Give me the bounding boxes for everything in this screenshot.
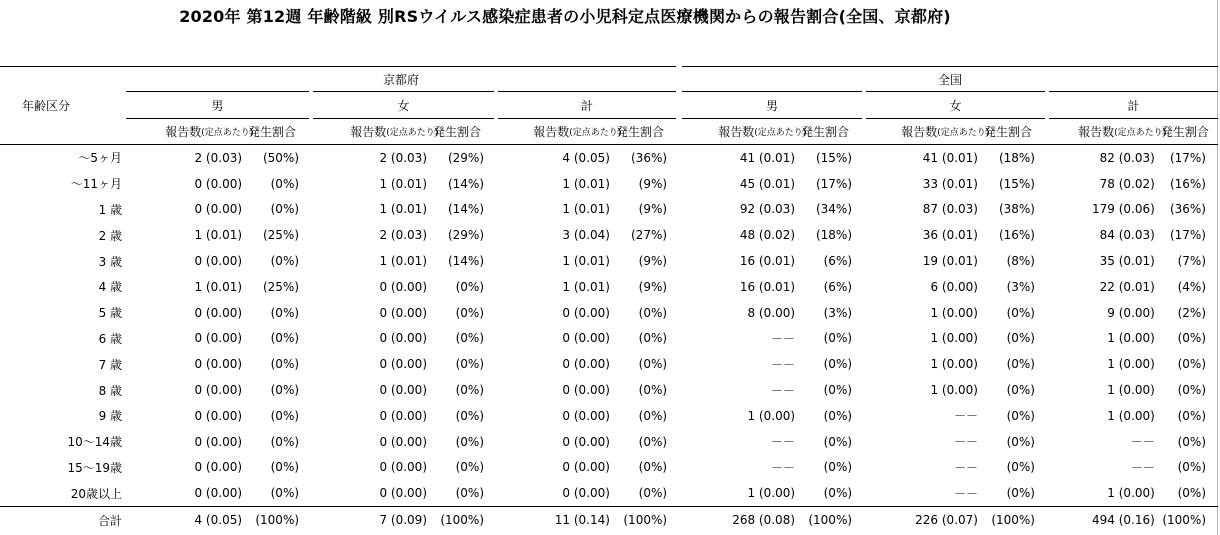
report-count-cell: 494 (0.16) [1047,507,1161,534]
ratio-cell: (0%) [638,305,668,320]
report-count-cell: 0 (0.00) [194,331,243,346]
ratio-cell: (38%) [998,202,1035,217]
ratio-cell: (9%) [638,254,668,269]
sex-female-kyoto: 女 [311,92,496,119]
region-kyoto: 京都府 [126,67,679,92]
table-row [0,455,1218,481]
count-header: 報告数 [533,125,570,139]
ratio-cell: (9%) [638,202,668,217]
ratio-cell: (0%) [455,408,485,423]
ratio-header: 発生割合 [801,125,850,139]
ratio-cell: (0%) [270,305,300,320]
table-row [0,429,1218,455]
age-column-header [0,67,126,145]
table-row [0,222,1218,248]
age-label: 15～19歳 [67,460,123,475]
report-count-cell: －－ [1130,435,1155,450]
sex-male-national: 男 [679,92,864,119]
report-count-cell: 4 (0.05) [126,507,248,534]
report-count-cell: 0 (0.00) [562,383,610,398]
report-count-cell: 78 (0.02) [1099,176,1155,191]
ratio-cell: (0%) [455,486,485,501]
report-count-cell: 1 (0.00) [1107,408,1155,423]
report-count-cell: －－ [953,460,978,475]
ratio-cell: (15%) [801,145,864,171]
ratio-cell: (4%) [1177,279,1206,294]
ratio-cell: (0%) [1006,434,1035,449]
ratio-cell: (0%) [1006,460,1035,475]
report-count-cell: 0 (0.00) [194,254,243,269]
ratio-cell: (0%) [823,357,853,372]
report-count-cell: 0 (0.00) [562,486,610,501]
ratio-cell: (17%) [815,176,853,191]
ratio-cell: (17%) [1161,145,1218,171]
report-count-cell: 0 (0.00) [562,305,610,320]
ratio-cell: (0%) [638,331,668,346]
report-count-cell: 41 (0.01) [679,145,801,171]
age-column-label: 年齢区分 [22,99,71,113]
report-count-cell: 1 (0.00) [930,305,978,320]
ratio-cell: (34%) [815,202,853,217]
report-count-cell: －－ [1130,460,1155,475]
table-row [0,300,1218,326]
report-count-cell: 0 (0.00) [194,383,243,398]
count-header: 報告数 [350,125,387,139]
per-site-header: (定点あたり) [754,128,807,138]
ratio-cell: (16%) [998,228,1035,243]
report-count-cell: 1 (0.01) [562,279,610,294]
report-count-cell: 19 (0.01) [922,254,978,269]
table-row [0,480,1218,506]
ratio-cell: (0%) [455,357,485,372]
ratio-cell: (0%) [1006,357,1035,372]
count-header: 報告数 [901,125,938,139]
ratio-cell: (0%) [1006,383,1035,398]
ratio-cell: (0%) [270,486,300,501]
count-header: 報告数 [1078,125,1115,139]
ratio-cell: (0%) [1177,383,1206,398]
report-count-cell: －－ [771,460,796,475]
report-table [0,66,1218,533]
ratio-cell: (0%) [638,486,668,501]
count-header: 報告数 [165,125,202,139]
ratio-cell: (0%) [1177,460,1206,475]
ratio-cell: (0%) [1177,486,1206,501]
sex-total-national: 計 [1047,92,1218,119]
report-count-cell: 1 (0.00) [747,408,796,423]
age-label: 6 歳 [98,331,123,346]
report-count-cell: 1 (0.00) [1107,357,1155,372]
table-row [0,248,1218,274]
ratio-cell: (0%) [823,331,853,346]
per-site-header: (定点あたり) [201,128,254,138]
age-label: 8 歳 [98,383,123,398]
ratio-cell: (0%) [638,408,668,423]
report-count-cell: 41 (0.01) [864,145,984,171]
ratio-cell: (100%) [616,507,679,534]
age-label: 9 歳 [98,409,123,424]
ratio-cell: (0%) [455,279,485,294]
region-header-row [0,67,1218,92]
ratio-cell: (14%) [447,176,485,191]
ratio-cell: (100%) [801,507,864,534]
ratio-cell: (0%) [823,434,853,449]
ratio-cell: (0%) [270,408,300,423]
count-header: 報告数 [718,125,755,139]
ratio-cell: (29%) [447,228,485,243]
ratio-cell: (0%) [638,434,668,449]
table-row [0,351,1218,377]
region-national: 全国 [679,67,1218,92]
table-row [0,403,1218,429]
report-count-cell: 0 (0.00) [379,434,427,449]
report-count-cell: 0 (0.00) [379,357,427,372]
ratio-header: 発生割合 [615,125,664,139]
ratio-cell: (27%) [631,228,668,243]
ratio-cell: (0%) [1177,434,1206,449]
report-count-cell: 1 (0.01) [379,202,427,217]
age-label: 1 歳 [98,202,123,217]
age-label: ～11ヶ月 [70,177,123,192]
ratio-cell: (0%) [270,383,300,398]
report-count-cell: 0 (0.00) [194,408,243,423]
report-count-cell: －－ [771,383,796,398]
report-count-cell: 0 (0.00) [194,305,243,320]
report-count-cell: 6 (0.00) [930,279,978,294]
report-count-cell: －－ [953,435,978,450]
ratio-cell: (2%) [1177,305,1206,320]
age-label: 合計 [0,507,126,534]
report-count-cell: 1 (0.00) [1107,486,1155,501]
report-count-cell: 1 (0.00) [930,331,978,346]
sex-total-kyoto: 計 [496,92,679,119]
ratio-cell: (0%) [270,254,300,269]
report-count-cell: 1 (0.01) [379,176,427,191]
ratio-cell: (9%) [638,279,668,294]
ratio-cell: (14%) [447,202,485,217]
ratio-cell: (0%) [270,331,300,346]
table-row [0,171,1218,197]
ratio-cell: (25%) [262,279,300,294]
ratio-cell: (100%) [433,507,496,534]
report-count-cell: 35 (0.01) [1099,254,1155,269]
ratio-cell: (0%) [1177,357,1206,372]
ratio-cell: (0%) [270,434,300,449]
ratio-cell: (0%) [823,383,853,398]
ratio-cell: (0%) [270,357,300,372]
report-count-cell: 48 (0.02) [739,228,796,243]
table-row [0,274,1218,300]
report-count-cell: 3 (0.04) [562,228,610,243]
ratio-cell: (6%) [823,254,853,269]
report-count-cell: 1 (0.01) [562,254,610,269]
report-count-cell: －－ [953,486,978,501]
ratio-cell: (29%) [433,145,496,171]
report-count-cell: 0 (0.00) [194,176,243,191]
ratio-cell: (0%) [1177,331,1206,346]
ratio-cell: (50%) [248,145,311,171]
report-count-cell: 0 (0.00) [379,383,427,398]
ratio-header: 発生割合 [983,125,1032,139]
report-count-cell: 87 (0.03) [922,202,978,217]
report-count-cell: 33 (0.01) [922,176,978,191]
report-count-cell: 226 (0.07) [864,507,984,534]
ratio-cell: (0%) [1006,486,1035,501]
ratio-cell: (18%) [984,145,1047,171]
report-count-cell: 0 (0.00) [194,460,243,475]
ratio-cell: (0%) [638,357,668,372]
ratio-cell: (7%) [1177,254,1206,269]
report-count-cell: 0 (0.00) [562,357,610,372]
age-label: 5 歳 [98,306,123,321]
table-row [0,145,1218,171]
ratio-header: 発生割合 [248,125,297,139]
ratio-cell: (0%) [1006,305,1035,320]
report-count-cell: 82 (0.03) [1047,145,1161,171]
ratio-cell: (0%) [270,460,300,475]
ratio-cell: (36%) [1169,202,1206,217]
ratio-cell: (0%) [455,460,485,475]
age-label: 3 歳 [98,254,123,269]
report-title: 2020年 第12週 年齢階級 別RSウイルス感染症患者の小児科定点医療機関からの報告割合(全国、京都府) [179,7,951,26]
ratio-cell: (0%) [638,383,668,398]
per-site-header: (定点あたり) [569,128,622,138]
ratio-cell: (0%) [823,460,853,475]
report-count-cell: 0 (0.00) [194,202,243,217]
age-label: ～5ヶ月 [0,145,126,171]
ratio-cell: (0%) [270,202,300,217]
report-count-cell: 11 (0.14) [496,507,616,534]
report-count-cell: 1 (0.00) [1107,331,1155,346]
report-count-cell: 0 (0.00) [562,460,610,475]
report-count-cell: 92 (0.03) [739,202,796,217]
report-count-cell: 268 (0.08) [679,507,801,534]
per-site-header: (定点あたり) [937,128,990,138]
report-count-cell: 0 (0.00) [379,305,427,320]
report-count-cell: 84 (0.03) [1099,228,1155,243]
age-label: 4 歳 [98,280,123,295]
report-count-cell: 0 (0.00) [562,331,610,346]
ratio-cell: (15%) [998,176,1035,191]
table-row [0,326,1218,352]
ratio-cell: (8%) [1006,254,1035,269]
per-site-header: (定点あたり) [386,128,439,138]
ratio-cell: (100%) [248,507,311,534]
ratio-cell: (0%) [455,383,485,398]
ratio-cell: (0%) [1177,408,1206,423]
report-count-cell: 1 (0.01) [562,176,610,191]
ratio-cell: (25%) [262,228,300,243]
report-count-cell: 0 (0.00) [379,408,427,423]
ratio-header: 発生割合 [1160,125,1209,139]
age-label: 10～14歳 [67,435,123,450]
ratio-cell: (0%) [823,408,853,423]
ratio-cell: (3%) [1006,279,1035,294]
report-count-cell: 2 (0.03) [379,228,427,243]
report-count-cell: 0 (0.00) [379,279,427,294]
report-count-cell: 45 (0.01) [739,176,796,191]
report-count-cell: 0 (0.00) [379,331,427,346]
table-body [0,145,1218,534]
sex-male-kyoto: 男 [126,92,311,119]
report-count-cell: 9 (0.00) [1107,305,1155,320]
age-label: 2 歳 [98,228,123,243]
ratio-cell: (0%) [270,176,300,191]
report-count-cell: 1 (0.01) [562,202,610,217]
column-subheader-row [0,119,1218,145]
report-count-cell: 8 (0.00) [747,305,796,320]
report-count-cell: 2 (0.03) [126,145,248,171]
report-count-cell: 1 (0.01) [194,279,243,294]
ratio-cell: (0%) [1006,331,1035,346]
report-count-cell: 36 (0.01) [922,228,978,243]
report-count-cell: 1 (0.00) [747,486,796,501]
report-count-cell: 0 (0.00) [562,408,610,423]
report-count-cell: 1 (0.00) [930,357,978,372]
ratio-cell: (0%) [455,305,485,320]
ratio-cell: (0%) [1006,408,1035,423]
report-count-cell: －－ [771,357,796,372]
report-count-cell: －－ [771,331,796,346]
ratio-cell: (0%) [638,460,668,475]
total-row [0,507,1218,534]
ratio-cell: (0%) [455,434,485,449]
report-count-cell: 0 (0.00) [194,357,243,372]
age-label: 7 歳 [98,357,123,372]
table-row [0,377,1218,403]
sex-female-national: 女 [864,92,1047,119]
sex-header-row [0,92,1218,119]
report-count-cell: 0 (0.00) [194,434,243,449]
report-count-cell: 0 (0.00) [379,486,427,501]
report-count-cell: 0 (0.00) [379,460,427,475]
report-count-cell: 4 (0.05) [496,145,616,171]
age-label: 20歳以上 [70,486,123,501]
ratio-cell: (17%) [1169,228,1206,243]
ratio-cell: (18%) [815,228,853,243]
report-count-cell: 179 (0.06) [1092,202,1155,217]
report-count-cell: 0 (0.00) [562,434,610,449]
ratio-cell: (9%) [638,176,668,191]
ratio-cell: (6%) [823,279,853,294]
report-count-cell: 1 (0.01) [379,254,427,269]
report-count-cell: 2 (0.03) [311,145,433,171]
report-count-cell: －－ [771,435,796,450]
report-count-cell: 16 (0.01) [739,254,796,269]
report-count-cell: 0 (0.00) [194,486,243,501]
report-count-cell: 16 (0.01) [739,279,796,294]
report-count-cell: 22 (0.01) [1099,279,1155,294]
table-row [0,197,1218,223]
ratio-cell: (100%) [1161,507,1218,534]
ratio-cell: (36%) [616,145,679,171]
ratio-header: 発生割合 [433,125,482,139]
per-site-header: (定点あたり) [1114,128,1167,138]
ratio-cell: (14%) [447,254,485,269]
report-count-cell: 1 (0.01) [194,228,243,243]
ratio-cell: (0%) [823,486,853,501]
report-count-cell: 1 (0.00) [930,383,978,398]
report-count-cell: －－ [953,409,978,424]
ratio-cell: (16%) [1169,176,1206,191]
report-count-cell: 1 (0.00) [1107,383,1155,398]
ratio-cell: (100%) [984,507,1047,534]
report-count-cell: 7 (0.09) [311,507,433,534]
ratio-cell: (0%) [455,331,485,346]
ratio-cell: (3%) [823,305,853,320]
